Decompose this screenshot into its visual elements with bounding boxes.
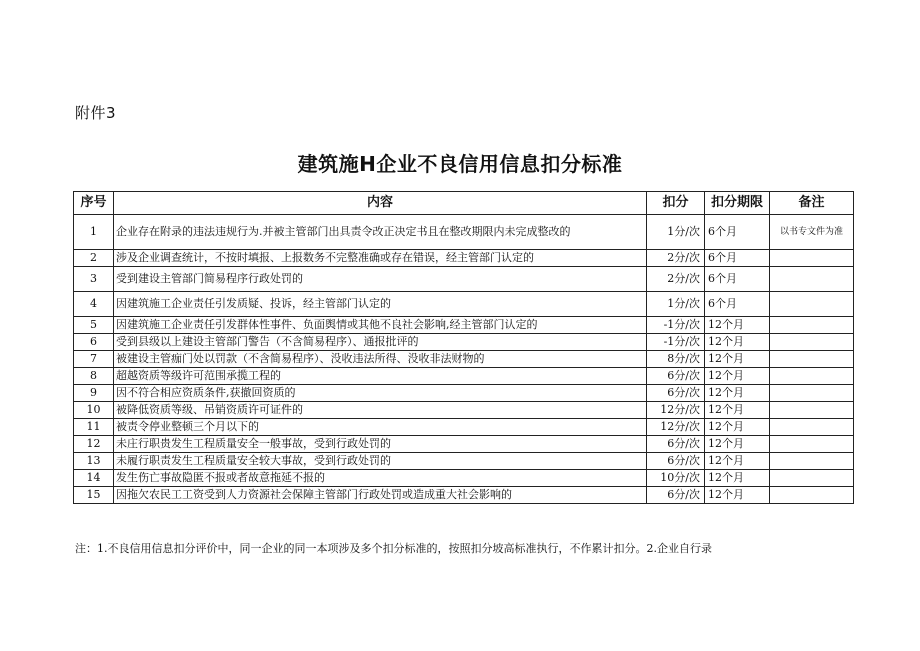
- row-content: 涉及企业调查统计，不按时填报、上报数务不完整准确或存在错误，经主管部门认定的: [114, 250, 647, 267]
- row-score: -1分/次: [647, 317, 705, 334]
- table-row: [74, 385, 854, 402]
- table-row: [74, 453, 854, 470]
- row-content: 受到县级以上建设主管部门警告（不含简易程序）、通报批评的: [114, 334, 647, 351]
- row-remark: [770, 402, 854, 419]
- header-remark: 备注: [770, 192, 854, 215]
- row-remark: [770, 351, 854, 368]
- row-content: 发生伤亡事故隐匿不报或者故意拖延不报的: [114, 470, 647, 487]
- row-period: 12个月: [705, 487, 770, 504]
- row-remark: [770, 368, 854, 385]
- row-content: 因不符合相应资质条件,获撤回资质的: [114, 385, 647, 402]
- footnote: 注：1.不良信用信息扣分评价中，同一企业的同一本项涉及多个扣分标准的，按照扣分坡高标准执行，不作累计扣分。2.企业自行录: [75, 542, 712, 555]
- row-score: 6分/次: [647, 453, 705, 470]
- row-period: 6个月: [705, 215, 770, 250]
- row-score: -1分/次: [647, 334, 705, 351]
- row-content: 受到建设主管部门简易程序行政处罚的: [114, 267, 647, 292]
- row-number: 11: [74, 419, 114, 436]
- row-period: 12个月: [705, 402, 770, 419]
- row-period: 12个月: [705, 419, 770, 436]
- row-period: 6个月: [705, 267, 770, 292]
- row-content: 被建设主管痂门处以罚款（不含简易程序）、没收违法所得、没收非法财物的: [114, 351, 647, 368]
- row-content: 被降低资质等级、吊销资质许可证件的: [114, 402, 647, 419]
- row-remark: [770, 419, 854, 436]
- table-header-row: [74, 192, 854, 215]
- row-period: 6个月: [705, 250, 770, 267]
- row-period: 6个月: [705, 292, 770, 317]
- row-remark: [770, 292, 854, 317]
- row-content: 超越资质等级许可范围承揽工程的: [114, 368, 647, 385]
- header-period: 扣分期限: [705, 192, 770, 215]
- row-score: 2分/次: [647, 250, 705, 267]
- header-score: 扣分: [647, 192, 705, 215]
- row-content: 未履行职责发生工程质量安全较大事故，受到行政处罚的: [114, 453, 647, 470]
- header-content: 内容: [114, 192, 647, 215]
- row-content: 因建筑施工企业责任引发质疑、投诉，经主管部门认定的: [114, 292, 647, 317]
- table-row: [74, 419, 854, 436]
- row-number: 7: [74, 351, 114, 368]
- table-row: [74, 470, 854, 487]
- row-number: 14: [74, 470, 114, 487]
- row-period: 12个月: [705, 436, 770, 453]
- row-number: 10: [74, 402, 114, 419]
- row-period: 12个月: [705, 453, 770, 470]
- attachment-label: 附件3: [75, 104, 117, 122]
- table-row: [74, 215, 854, 250]
- row-score: 6分/次: [647, 487, 705, 504]
- row-content: 因拖欠农民工工资受到人力资源社会保障主管部门行政处罚或造成重大社会影响的: [114, 487, 647, 504]
- table-row: [74, 487, 854, 504]
- row-period: 12个月: [705, 470, 770, 487]
- row-score: 2分/次: [647, 267, 705, 292]
- table-row: [74, 368, 854, 385]
- row-remark: 以书专文件为准: [770, 215, 854, 250]
- table-row: [74, 436, 854, 453]
- table-row: [74, 402, 854, 419]
- row-remark: [770, 487, 854, 504]
- row-remark: [770, 436, 854, 453]
- row-content: 企业存在附录的违法违规行为.并被主管部门出具责令改正决定书且在整改期限内未完成整改的: [114, 215, 647, 250]
- deduction-standard-table: [73, 191, 854, 504]
- row-score: 6分/次: [647, 385, 705, 402]
- table-row: [74, 250, 854, 267]
- table-row: [74, 267, 854, 292]
- row-number: 1: [74, 215, 114, 250]
- row-period: 12个月: [705, 368, 770, 385]
- row-score: 10分/次: [647, 470, 705, 487]
- row-score: 12分/次: [647, 419, 705, 436]
- row-period: 12个月: [705, 317, 770, 334]
- row-score: 6分/次: [647, 368, 705, 385]
- row-score: 1分/次: [647, 215, 705, 250]
- row-period: 12个月: [705, 385, 770, 402]
- table-row: [74, 351, 854, 368]
- row-number: 4: [74, 292, 114, 317]
- row-remark: [770, 385, 854, 402]
- row-period: 12个月: [705, 351, 770, 368]
- row-number: 9: [74, 385, 114, 402]
- table-row: [74, 292, 854, 317]
- row-remark: [770, 267, 854, 292]
- row-number: 5: [74, 317, 114, 334]
- row-number: 8: [74, 368, 114, 385]
- row-score: 8分/次: [647, 351, 705, 368]
- row-content: 因建筑施工企业责任引发群体性事件、负面舆情或其他不良社会影响,经主管部门认定的: [114, 317, 647, 334]
- table-row: [74, 317, 854, 334]
- row-score: 12分/次: [647, 402, 705, 419]
- row-number: 3: [74, 267, 114, 292]
- row-score: 6分/次: [647, 436, 705, 453]
- row-content: 未庄行职贵发生工程质量安全一般事故，受到行政处罚的: [114, 436, 647, 453]
- row-number: 12: [74, 436, 114, 453]
- table-row: [74, 334, 854, 351]
- row-remark: [770, 250, 854, 267]
- row-remark: [770, 453, 854, 470]
- row-number: 13: [74, 453, 114, 470]
- row-remark: [770, 334, 854, 351]
- row-period: 12个月: [705, 334, 770, 351]
- row-number: 6: [74, 334, 114, 351]
- header-no: 序号: [74, 192, 114, 215]
- row-content: 被责令停业整顿三个月以下的: [114, 419, 647, 436]
- row-remark: [770, 317, 854, 334]
- document-title: 建筑施H企业不良信用信息扣分标准: [297, 152, 623, 176]
- row-number: 15: [74, 487, 114, 504]
- row-score: 1分/次: [647, 292, 705, 317]
- row-remark: [770, 470, 854, 487]
- row-number: 2: [74, 250, 114, 267]
